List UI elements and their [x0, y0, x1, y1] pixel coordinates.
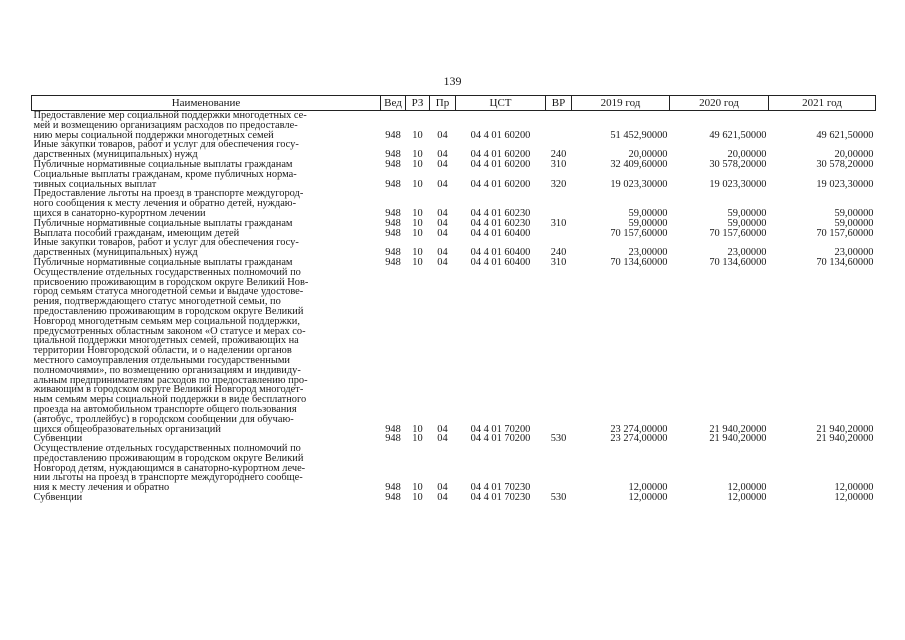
amount-2021-cell: 19 023,30000 — [816, 178, 874, 190]
rz-cell: 10 — [412, 492, 423, 504]
pr-cell: 04 — [437, 217, 448, 229]
item-name-line: Осуществление отдельных государственных полномочий по — [33, 266, 301, 278]
rz-cell: 10 — [412, 433, 423, 445]
item-name-line: Публичные нормативные социальные выплаты гражданам — [33, 256, 293, 268]
cst-cell: 04 4 01 60200 — [470, 158, 531, 170]
page-number: 139 — [443, 74, 462, 88]
ved-cell: 948 — [385, 227, 401, 239]
rz-cell: 10 — [412, 149, 423, 161]
amount-2021-cell: 70 134,60000 — [816, 256, 874, 268]
pr-cell: 04 — [437, 129, 448, 141]
table-row — [32, 444, 876, 493]
amount-2020-cell: 70 157,60000 — [709, 227, 767, 239]
ved-cell: 948 — [385, 178, 401, 190]
cst-cell: 04 4 01 70200 — [470, 423, 531, 435]
amount-2019-cell: 20,00000 — [628, 149, 668, 161]
amount-2020-cell: 21 940,20000 — [709, 423, 767, 435]
amount-2021-cell: 12,00000 — [834, 482, 874, 494]
vr-cell — [546, 111, 572, 141]
amount-2020-cell: 59,00000 — [727, 217, 767, 229]
amount-2021-cell: 21 940,20000 — [816, 423, 874, 435]
rz-cell: 10 — [412, 482, 423, 494]
column-header: РЗ — [406, 96, 430, 111]
rz-cell: 10 — [412, 129, 423, 141]
item-name-line: присвоению проживающим в городском округе Великий Нов- — [33, 276, 309, 288]
item-name-cell — [32, 170, 381, 190]
item-name-line: ным семьям меры социальной поддержки в виде бесплатного — [33, 394, 307, 406]
item-name-line: альным предпринимателям расходов по предоставлению про- — [33, 374, 308, 386]
amount-2021-cell: 70 157,60000 — [816, 227, 874, 239]
pr-cell: 04 — [437, 149, 448, 161]
pr-cell: 04 — [437, 158, 448, 170]
item-name-line: Новгород многодетным семьям мер социальной поддержки, — [33, 315, 300, 327]
item-name-cell — [32, 189, 381, 218]
ved-cell: 948 — [385, 482, 401, 494]
amount-2020-cell: 30 578,20000 — [709, 158, 767, 170]
amount-2019-cell: 70 157,60000 — [610, 227, 668, 239]
item-name-line: проезда на автомобильном транспорте общего пользования — [33, 403, 297, 415]
item-name-line: предоставлению проживающим в городском округе Великий — [33, 452, 304, 464]
amount-2019-cell: 59,00000 — [628, 207, 668, 219]
item-name-line: полномочиями», по возмещению организациям и индивиду- — [33, 364, 301, 376]
budget-table — [31, 95, 876, 503]
item-name-cell — [32, 268, 381, 435]
item-name-cell — [32, 238, 381, 258]
pr-cell: 04 — [437, 178, 448, 190]
item-name-line: Субвенции — [33, 433, 83, 445]
item-name-line: Иные закупки товаров, работ и услуг для обеспечения госу- — [33, 139, 299, 151]
ved-cell: 948 — [385, 149, 401, 161]
column-header: ВР — [546, 96, 572, 111]
amount-2021-cell: 21 940,20000 — [816, 433, 874, 445]
vr-cell — [546, 229, 572, 239]
amount-2021-cell: 59,00000 — [834, 207, 874, 219]
rz-cell: 10 — [412, 207, 423, 219]
ved-cell: 948 — [385, 217, 401, 229]
amount-2020-cell: 12,00000 — [727, 492, 767, 504]
vr-cell — [546, 189, 572, 218]
cst-cell: 04 4 01 60400 — [470, 227, 531, 239]
amount-2019-cell: 70 134,60000 — [610, 256, 668, 268]
vr-cell: 310 — [550, 217, 567, 229]
amount-2021-cell: 59,00000 — [834, 217, 874, 229]
cst-cell: 04 4 01 60230 — [470, 207, 531, 219]
column-header: Пр — [430, 96, 456, 111]
item-name-line: Выплата пособий гражданам, имеющим детей — [33, 227, 240, 239]
cst-cell: 04 4 01 60400 — [470, 256, 531, 268]
item-name-line: мей и возмещению организациям расходов по предоставле- — [33, 119, 298, 131]
rz-cell: 10 — [412, 247, 423, 259]
item-name-line: нию меры социальной поддержки многодетных семей — [33, 129, 274, 141]
amount-2019-cell: 12,00000 — [628, 482, 668, 494]
vr-cell: 240 — [550, 247, 567, 259]
amount-2021-cell: 30 578,20000 — [816, 158, 874, 170]
item-name-line: тивных социальных выплат — [33, 178, 157, 190]
item-name-line: Иные закупки товаров, работ и услуг для обеспечения госу- — [33, 237, 299, 249]
item-name-line: ния к месту лечения и обратно — [33, 482, 170, 494]
item-name-line: город семьям статуса многодетной семьи и выдаче удостове- — [33, 286, 304, 298]
ved-cell: 948 — [385, 433, 401, 445]
vr-cell: 530 — [550, 492, 567, 504]
item-name-line: щихся общеобразовательных организаций — [33, 423, 221, 435]
amount-2020-cell: 70 134,60000 — [709, 256, 767, 268]
item-name-line: дарственных (муниципальных) нужд — [33, 247, 198, 259]
rz-cell: 10 — [412, 178, 423, 190]
item-name-line: местного самоуправления отдельными государственными — [33, 354, 290, 366]
column-header: 2019 год — [572, 96, 670, 111]
amount-2021-cell: 49 621,50000 — [816, 129, 874, 141]
column-header: ЦСТ — [456, 96, 546, 111]
item-name-line: щихся в санаторно-курортном лечении — [33, 207, 206, 219]
cst-cell: 04 4 01 60400 — [470, 247, 531, 259]
amount-2019-cell: 59,00000 — [628, 217, 668, 229]
table-row — [32, 140, 876, 160]
pr-cell: 04 — [437, 256, 448, 268]
item-name-line: ного сообщения к месту лечения и обратно детей, нуждаю- — [33, 198, 297, 210]
item-name-line: рения, подтверждающего статус многодетной семьи, по — [33, 296, 281, 308]
vr-cell: 320 — [550, 178, 567, 190]
ved-cell: 948 — [385, 207, 401, 219]
amount-2019-cell: 32 409,60000 — [610, 158, 668, 170]
item-name-line: предоставлению проживающим в городском округе Великий — [33, 305, 304, 317]
rz-cell: 10 — [412, 256, 423, 268]
item-name-line: Публичные нормативные социальные выплаты гражданам — [33, 217, 293, 229]
ved-cell: 948 — [385, 129, 401, 141]
table-header-row — [32, 96, 876, 111]
item-name-line: живающим в городском округе Великий Новгород многодет- — [33, 384, 304, 396]
cst-cell: 04 4 01 70230 — [470, 482, 531, 494]
ved-cell: 948 — [385, 492, 401, 504]
column-header: Наименование — [32, 96, 381, 111]
item-name-cell — [32, 111, 381, 141]
pr-cell: 04 — [437, 207, 448, 219]
amount-2021-cell: 23,00000 — [834, 247, 874, 259]
rz-cell: 10 — [412, 217, 423, 229]
item-name-line: нии льготы на проезд в транспорте междугороднего сообще- — [33, 472, 303, 484]
item-name-line: предусмотренных областным законом «О статусе и мерах со- — [33, 325, 306, 337]
pr-cell: 04 — [437, 247, 448, 259]
item-name-line: циальной поддержки многодетных семей, проживающих на — [33, 335, 299, 347]
amount-2020-cell: 20,00000 — [727, 149, 767, 161]
amount-2021-cell: 20,00000 — [834, 149, 874, 161]
cst-cell: 04 4 01 60230 — [470, 217, 531, 229]
amount-2020-cell: 21 940,20000 — [709, 433, 767, 445]
vr-cell: 310 — [550, 256, 567, 268]
rz-cell: 10 — [412, 423, 423, 435]
item-name-cell — [32, 493, 381, 503]
item-name-cell — [32, 140, 381, 160]
amount-2020-cell: 59,00000 — [727, 207, 767, 219]
item-name-line: дарственных (муниципальных) нужд — [33, 149, 198, 161]
column-header: 2020 год — [670, 96, 769, 111]
table-body — [32, 111, 876, 503]
rz-cell: 10 — [412, 158, 423, 170]
amount-2019-cell: 23 274,00000 — [610, 433, 668, 445]
pr-cell: 04 — [437, 433, 448, 445]
vr-cell — [546, 444, 572, 493]
item-name-cell — [32, 444, 381, 493]
table-row — [32, 111, 876, 141]
column-header: Вед — [381, 96, 406, 111]
pr-cell: 04 — [437, 482, 448, 494]
item-name-line: Социальные выплаты гражданам, кроме публичных норма- — [33, 168, 297, 180]
amount-2020-cell: 12,00000 — [727, 482, 767, 494]
column-header: 2021 год — [769, 96, 876, 111]
item-name-line: Предоставление льготы на проезд в транспорте междугород- — [33, 188, 304, 200]
amount-2020-cell: 23,00000 — [727, 247, 767, 259]
item-name-line: (автобус, троллейбус) в городском сообщении для обучаю- — [33, 413, 294, 425]
item-name-line: Публичные нормативные социальные выплаты гражданам — [33, 158, 293, 170]
table-row — [32, 170, 876, 190]
table-row — [32, 493, 876, 503]
rz-cell: 10 — [412, 227, 423, 239]
table-row — [32, 268, 876, 435]
amount-2019-cell: 51 452,90000 — [610, 129, 668, 141]
ved-cell: 948 — [385, 158, 401, 170]
cst-cell: 04 4 01 60200 — [470, 149, 531, 161]
item-name-line: территории Новгородской области, и о наделении органов — [33, 345, 292, 357]
amount-2020-cell: 49 621,50000 — [709, 129, 767, 141]
cst-cell: 04 4 01 70230 — [470, 492, 531, 504]
pr-cell: 04 — [437, 423, 448, 435]
pr-cell: 04 — [437, 227, 448, 239]
table-row — [32, 189, 876, 218]
ved-cell: 948 — [385, 256, 401, 268]
amount-2019-cell: 19 023,30000 — [610, 178, 668, 190]
item-name-line: Субвенции — [33, 492, 83, 504]
cst-cell: 04 4 01 60200 — [470, 178, 531, 190]
item-name-line: Новгород детям, нуждающимся в санаторно-курортном лече- — [33, 462, 306, 474]
amount-2019-cell: 23,00000 — [628, 247, 668, 259]
vr-cell: 310 — [550, 158, 567, 170]
item-name-line: Осуществление отдельных государственных полномочий по — [33, 443, 301, 455]
amount-2020-cell: 19 023,30000 — [709, 178, 767, 190]
item-name-line: Предоставление мер социальной поддержки многодетных се- — [33, 110, 307, 121]
vr-cell: 240 — [550, 149, 567, 161]
cst-cell: 04 4 01 70200 — [470, 433, 531, 445]
amount-2019-cell: 23 274,00000 — [610, 423, 668, 435]
cst-cell: 04 4 01 60200 — [470, 129, 531, 141]
table-row — [32, 238, 876, 258]
vr-cell: 530 — [550, 433, 567, 445]
ved-cell: 948 — [385, 247, 401, 259]
pr-cell: 04 — [437, 492, 448, 504]
amount-2019-cell: 12,00000 — [628, 492, 668, 504]
amount-2021-cell: 12,00000 — [834, 492, 874, 504]
vr-cell — [546, 268, 572, 435]
ved-cell: 948 — [385, 423, 401, 435]
